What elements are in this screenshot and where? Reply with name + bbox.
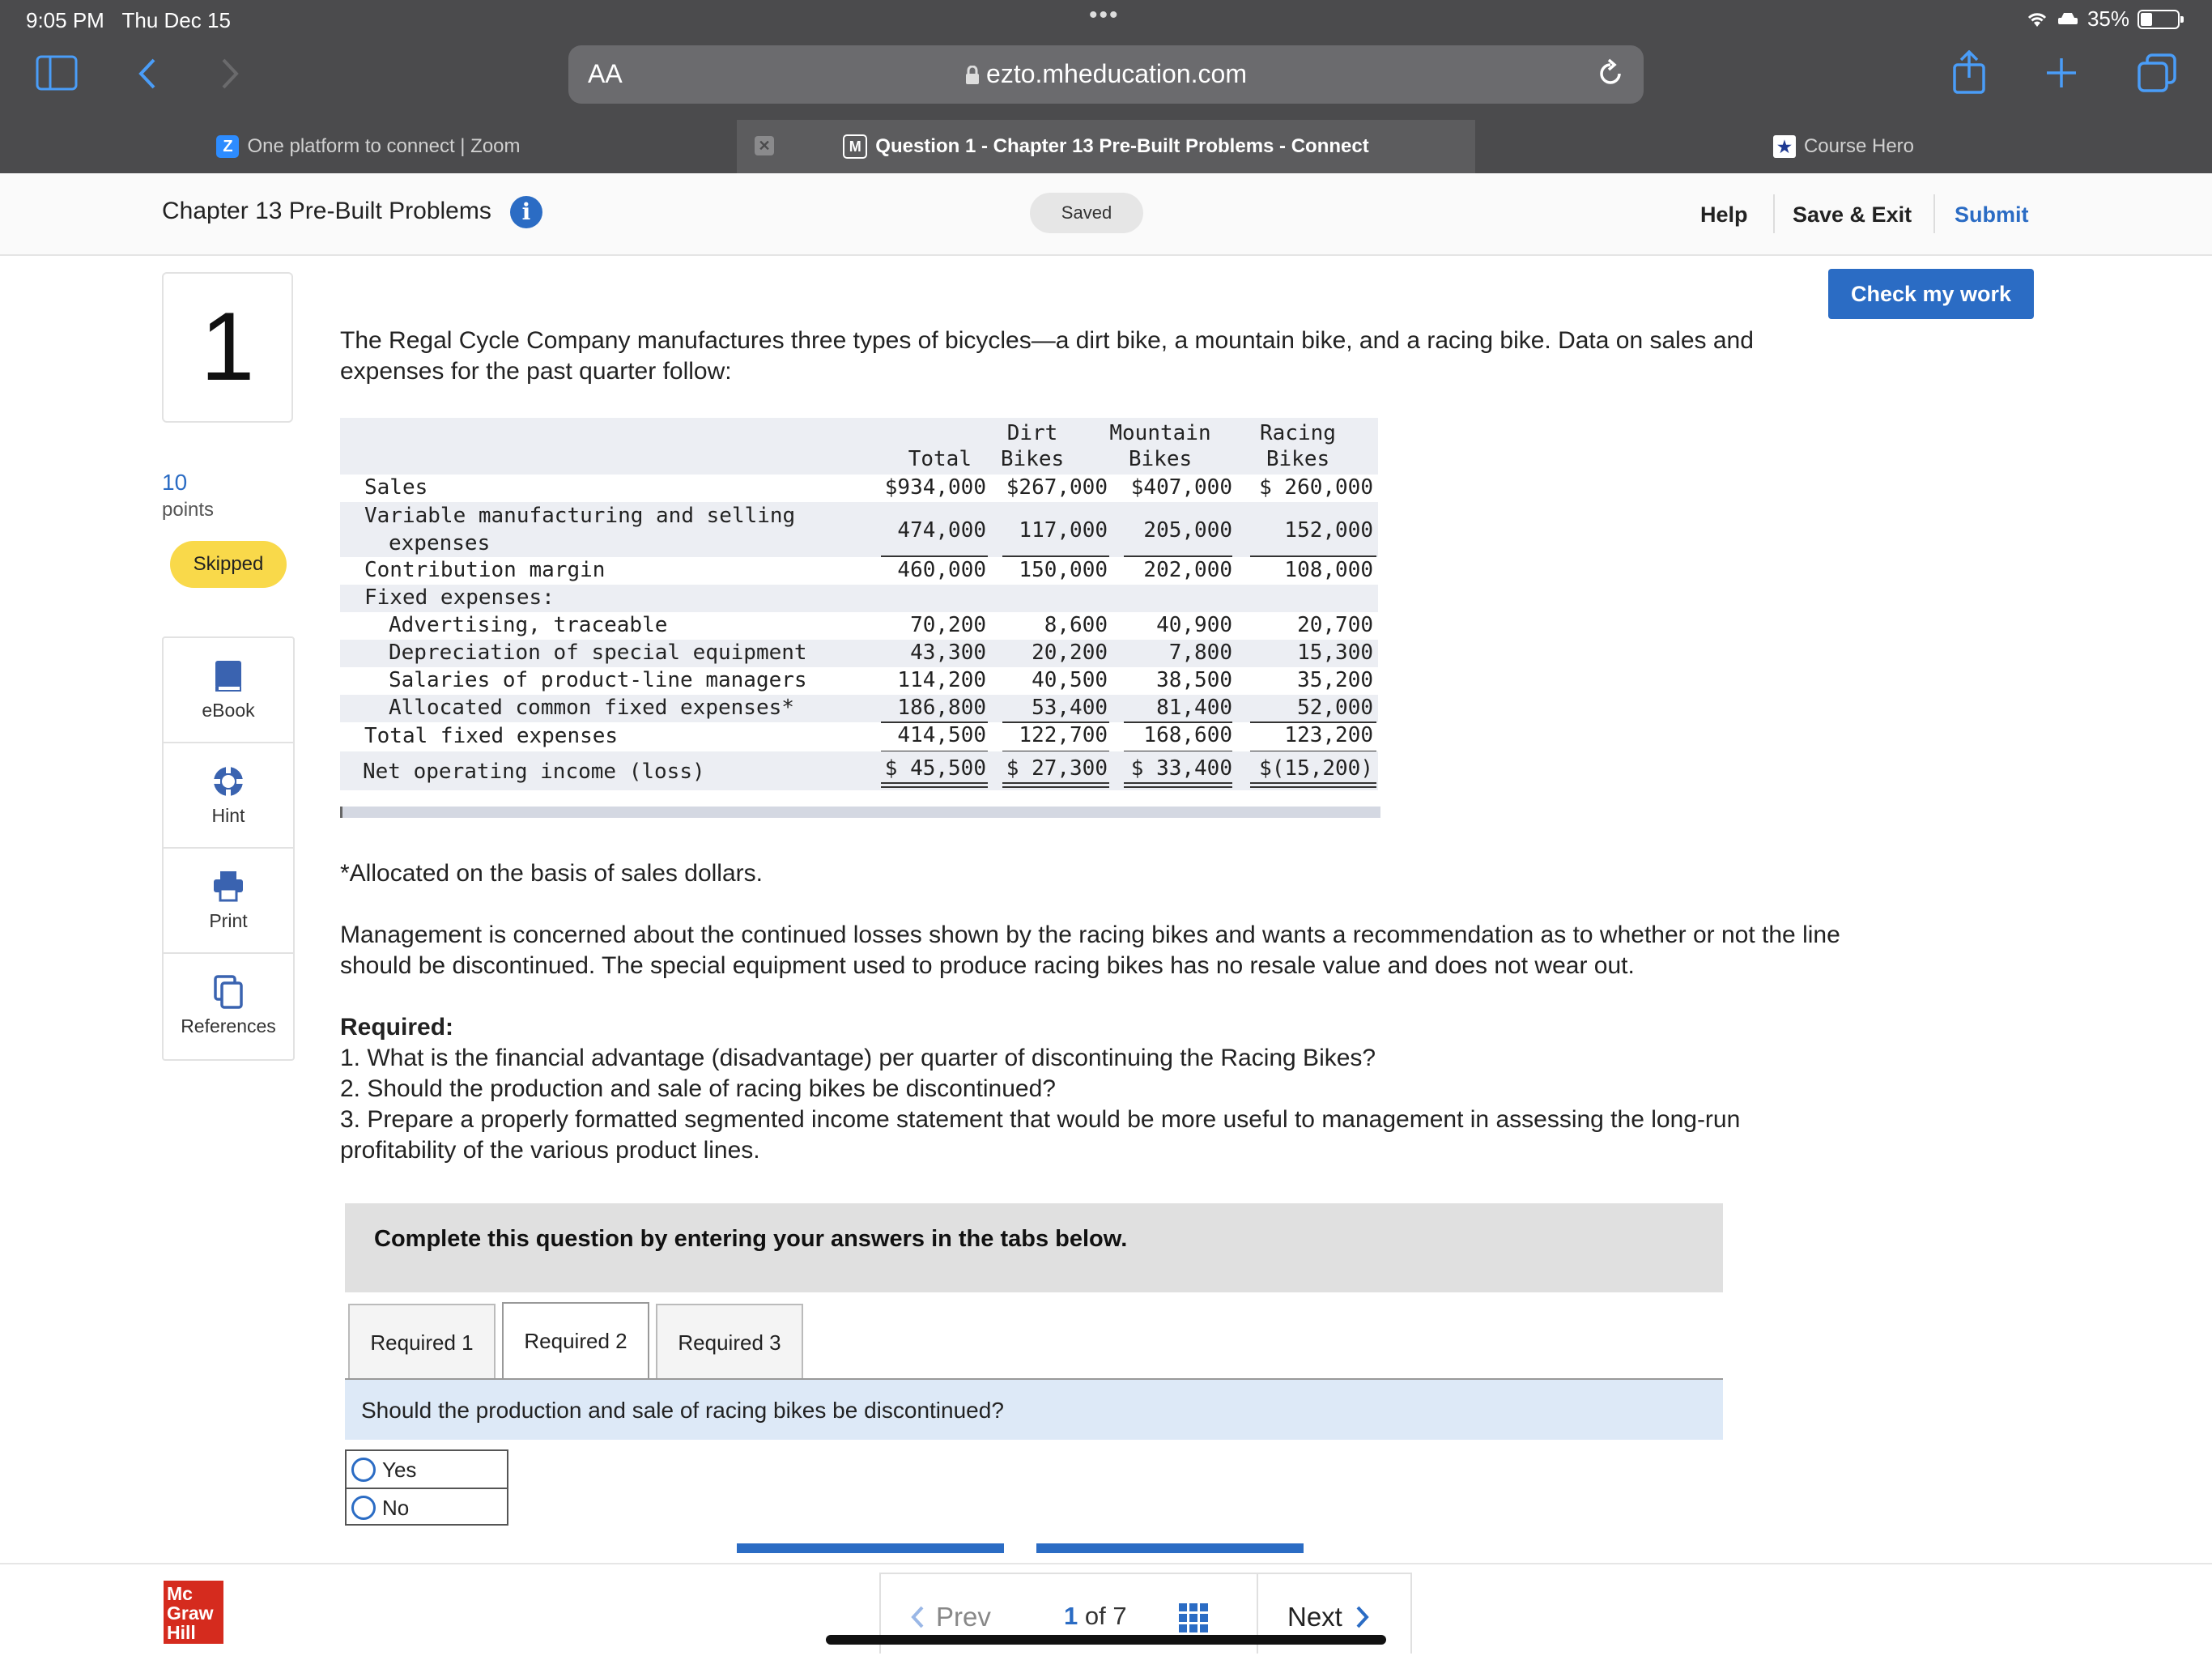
cell-value: 38,500 [1156, 668, 1232, 692]
tool-label: References [181, 1015, 276, 1036]
table-row [340, 585, 1378, 612]
option-label: Yes [382, 1458, 417, 1482]
copy-icon [212, 975, 245, 1009]
required-section [340, 1012, 1862, 1166]
cell-value: 35,200 [1297, 668, 1373, 692]
battery-icon [2138, 10, 2180, 29]
answer-options [345, 1449, 508, 1526]
required-item: 3. Prepare a properly formatted segmented income statement that would be more useful to management in assessing the long-run profitability of the various product lines. [340, 1106, 1741, 1164]
required-item: 2. Should the production and sale of racing bikes be discontinued? [340, 1075, 1056, 1102]
tabs-overview-icon[interactable] [2138, 53, 2176, 92]
divider [1933, 194, 1935, 233]
required-item: 1. What is the financial advantage (disadvantage) per quarter of discontinuing the Racing Bikes? [340, 1045, 1376, 1071]
info-icon[interactable]: i [510, 196, 542, 228]
double-underline [1124, 786, 1232, 788]
help-link[interactable]: Help [1700, 202, 1748, 227]
row-label: Sales [364, 475, 428, 500]
cell-value: 460,000 [897, 558, 986, 582]
required-heading: Required: [340, 1014, 454, 1041]
row-label: Salaries of product-line managers [389, 668, 807, 692]
chevron-right-icon [1355, 1605, 1370, 1629]
tool-label: Hint [211, 805, 245, 826]
tab-required-2[interactable]: Required 2 [502, 1302, 649, 1380]
cell-value: 114,200 [897, 668, 986, 692]
column-header: Bikes [1000, 447, 1065, 471]
references-button[interactable] [164, 954, 293, 1059]
browser-tab-coursehero[interactable] [1475, 120, 2212, 173]
browser-tab-connect[interactable] [737, 120, 1475, 173]
double-underline [881, 782, 988, 784]
table-row [340, 667, 1378, 695]
cell-value: 40,900 [1156, 613, 1232, 637]
points-label: points [162, 499, 215, 521]
cell-value: $267,000 [1006, 475, 1108, 500]
option-label: No [382, 1496, 410, 1520]
mcgraw-hill-logo [164, 1581, 223, 1644]
row-label: Variable manufacturing and selling [364, 504, 796, 528]
cell-value: 81,400 [1156, 696, 1232, 720]
row-label: Allocated common fixed expenses* [389, 696, 794, 720]
cell-value: 414,500 [897, 723, 986, 747]
cell-value: 7,800 [1168, 641, 1232, 665]
ebook-button[interactable] [164, 638, 293, 743]
cell-value: 8,600 [1044, 613, 1108, 637]
points-value: 10 [162, 470, 188, 495]
table-scrollbar[interactable] [340, 807, 1380, 818]
submit-link[interactable]: Submit [1955, 202, 2029, 227]
tools-panel [162, 636, 295, 1061]
browser-tab-zoom[interactable] [0, 120, 737, 173]
double-underline [1002, 786, 1109, 788]
prev-button[interactable]: Prev [910, 1602, 991, 1632]
table-row [340, 502, 1378, 557]
cell-value: $ 260,000 [1259, 475, 1373, 500]
book-icon [214, 659, 243, 693]
row-label: Contribution margin [364, 558, 606, 582]
option-yes[interactable] [347, 1451, 507, 1488]
browser-chrome [0, 0, 2212, 173]
star-icon: ★ [1773, 135, 1796, 158]
column-header: Bikes [1266, 447, 1330, 471]
back-icon[interactable] [136, 57, 159, 91]
tab-label: Question 1 - Chapter 13 Pre-Built Problems - Connect [875, 135, 1369, 157]
double-underline [1124, 782, 1232, 784]
question-number: 1 [162, 272, 293, 423]
table-row [340, 612, 1378, 640]
cell-value: 43,300 [910, 641, 986, 665]
row-label: Advertising, traceable [389, 613, 668, 637]
row-label: Total fixed expenses [364, 724, 619, 748]
cell-value: 40,500 [1032, 668, 1108, 692]
table-row [340, 557, 1378, 585]
cell-value: $ 45,500 [884, 756, 986, 781]
tab-required-1[interactable]: Required 1 [348, 1304, 496, 1378]
cell-value: 150,000 [1019, 558, 1108, 582]
management-paragraph: Management is concerned about the continued losses shown by the racing bikes and wants a recommendation as to whether or not the line should be discontinued. The special equipment used to produce racing bikes has no resale value and does not wear out. [340, 922, 1840, 979]
column-header: Total [908, 447, 972, 471]
column-header: Mountain [1109, 421, 1211, 445]
cell-value: 202,000 [1143, 558, 1232, 582]
mheducation-icon: M [843, 134, 867, 159]
reader-aa-button[interactable]: AA [588, 59, 623, 88]
cell-value: 117,000 [1019, 518, 1108, 543]
assignment-header [0, 173, 2212, 256]
cell-value: 20,700 [1297, 613, 1373, 637]
share-icon[interactable] [1951, 50, 1987, 94]
assignment-title: Chapter 13 Pre-Built Problems [162, 198, 491, 224]
home-indicator [826, 1635, 1386, 1645]
cell-value: $ 27,300 [1006, 756, 1108, 781]
page-indicator[interactable]: 1 of 7 [1064, 1602, 1127, 1630]
double-underline [1250, 782, 1376, 784]
address-bar[interactable] [568, 45, 1644, 104]
check-my-work-button[interactable]: Check my work [1828, 269, 2034, 319]
double-underline [881, 786, 988, 788]
prev-tab-button[interactable] [737, 1543, 1004, 1553]
cell-value: 474,000 [897, 518, 986, 543]
row-label-continued: expenses [389, 531, 491, 555]
print-button[interactable] [164, 849, 293, 954]
cell-value: 53,400 [1032, 696, 1108, 720]
logo-text: Hill [167, 1622, 196, 1643]
divider [1773, 194, 1775, 233]
radio-button[interactable] [351, 1458, 376, 1482]
tab-strip [0, 120, 2212, 173]
row-label: Depreciation of special equipment [389, 641, 807, 665]
cell-value: 15,300 [1297, 641, 1373, 665]
logo-text: Mc [167, 1583, 193, 1604]
tool-label: Print [209, 910, 248, 931]
cell-value: 186,800 [897, 696, 986, 720]
logo-text: Graw [167, 1603, 214, 1624]
next-button[interactable]: Next [1287, 1602, 1370, 1632]
cell-value: 168,600 [1143, 723, 1232, 747]
cell-value: $407,000 [1130, 475, 1232, 500]
status-time: 9:05 PM Thu Dec 15 [26, 8, 231, 32]
cell-value: $ 33,400 [1130, 756, 1232, 781]
table-header [340, 418, 1378, 475]
tab-label: Course Hero [1803, 135, 1915, 157]
next-tab-button[interactable] [1036, 1543, 1304, 1553]
chevron-left-icon [910, 1605, 925, 1629]
row-label: Fixed expenses: [364, 585, 555, 610]
battery-percent: 35% [2087, 6, 2129, 31]
hint-button[interactable] [164, 743, 293, 849]
cell-value: 205,000 [1143, 518, 1232, 543]
footnote: *Allocated on the basis of sales dollars. [340, 860, 763, 887]
cell-value: $(15,200) [1259, 756, 1373, 781]
new-tab-icon[interactable] [2045, 57, 2078, 89]
double-underline [1250, 786, 1376, 788]
question-prompt-banner [345, 1380, 1723, 1440]
column-header: Dirt [1006, 421, 1058, 445]
answer-instructions [345, 1203, 1723, 1292]
grid-icon[interactable] [1179, 1603, 1208, 1632]
status-bar [0, 0, 2212, 39]
cell-value: 122,700 [1019, 723, 1108, 747]
cell-value: 123,200 [1284, 723, 1373, 747]
bottom-navigation [0, 1563, 2212, 1660]
wifi-icon [2026, 11, 2048, 28]
url-text[interactable]: ezto.mheducation.com [568, 59, 1644, 89]
tab-required-3[interactable]: Required 3 [656, 1304, 803, 1378]
status-badge: Skipped [170, 541, 287, 588]
question-intro: The Regal Cycle Company manufactures three types of bicycles—a dirt bike, a mountain bike, and a racing bike. Data on sales and expenses for the past quarter follow: [340, 327, 1754, 385]
table-row [340, 695, 1378, 722]
table-row [340, 722, 1378, 751]
close-tab-icon[interactable]: ✕ [755, 136, 774, 155]
double-underline [1002, 782, 1109, 784]
table-row [340, 640, 1378, 667]
save-exit-link[interactable]: Save & Exit [1793, 202, 1912, 227]
table-row [340, 751, 1378, 790]
sidebar-icon[interactable] [36, 55, 78, 91]
tab-label: One platform to connect | Zoom [247, 135, 521, 157]
lifebuoy-icon [211, 764, 245, 798]
tool-label: eBook [202, 700, 255, 721]
instructions-text: Complete this question by entering your answers in the tabs below. [374, 1226, 1128, 1252]
radio-button[interactable] [351, 1496, 376, 1520]
zoom-icon: Z [216, 135, 239, 158]
option-no[interactable] [347, 1488, 507, 1526]
column-header: Bikes [1128, 447, 1193, 471]
table-row [340, 475, 1378, 502]
car-icon [2057, 11, 2079, 28]
cell-value: 52,000 [1297, 696, 1373, 720]
printer-icon [212, 870, 245, 902]
cell-value: 108,000 [1284, 558, 1373, 582]
lock-icon [965, 66, 980, 85]
saved-status: Saved [1030, 193, 1143, 233]
browser-toolbar [0, 39, 2212, 120]
question-prompt: Should the production and sale of racing bikes be discontinued? [361, 1398, 1004, 1423]
column-header: Racing [1260, 421, 1336, 445]
forward-icon[interactable] [219, 57, 241, 91]
cell-value: 20,200 [1032, 641, 1108, 665]
row-label: Net operating income (loss) [363, 760, 705, 784]
multitask-dots[interactable]: ••• [1089, 2, 1120, 28]
reload-icon[interactable] [1595, 58, 1626, 89]
cell-value: 152,000 [1284, 518, 1373, 543]
cell-value: 70,200 [910, 613, 986, 637]
cell-value: $934,000 [884, 475, 986, 500]
status-right [2026, 6, 2180, 32]
